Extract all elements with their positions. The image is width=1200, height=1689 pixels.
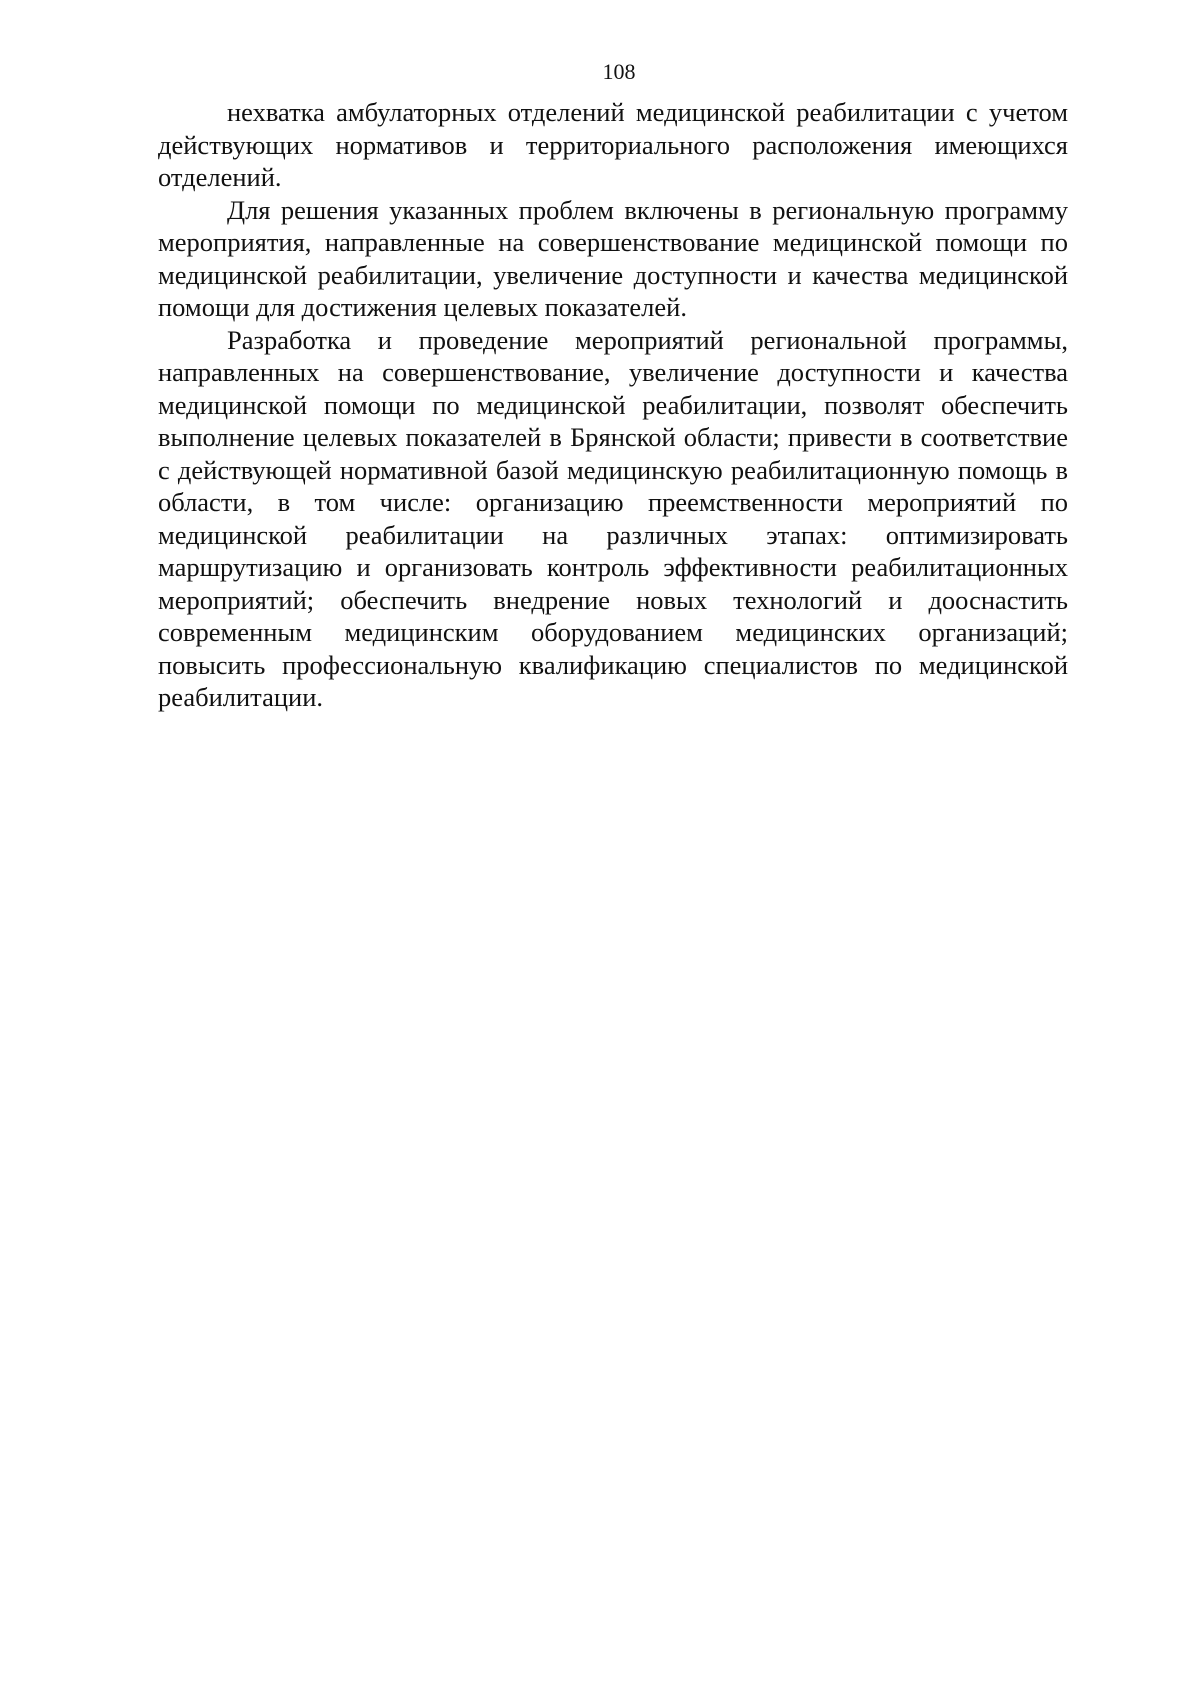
paragraph-expected-results: Разработка и проведение мероприятий региональной программы, направленных на совершенствование, увеличение доступности и качества медицинской помощи по медицинской реабилитации, позволят обеспечить выполнение целевых показателей в Брянской области; привести в соответствие с действующей нормативной базой медицинскую реабилитационную помощь в области, в том числе: организацию преемственности мероприятий по медицинской реабилитации на различных этапах: оптимизировать маршрутизацию и организовать контроль эффективности реабилитационных мероприятий; обеспечить внедрение новых технологий и дооснастить современным медицинским оборудованием медицинских организаций; повысить профессиональную квалификацию специалистов по медицинской реабилитации.: [158, 324, 1068, 712]
document-body: [158, 96, 1068, 714]
paragraph-shortage-of-departments: нехватка амбулаторных отделений медицинской реабилитации с учетом действующих нормативов и территориального расположения имеющихся отделений.: [158, 97, 1068, 192]
paragraph-program-measures: Для решения указанных проблем включены в региональную программу мероприятия, направленные на совершенствование медицинской помощи по медицинской реабилитации, увеличение доступности и качества медицинской помощи для достижения целевых показателей.: [158, 194, 1068, 322]
page-number: 108: [602, 59, 636, 84]
